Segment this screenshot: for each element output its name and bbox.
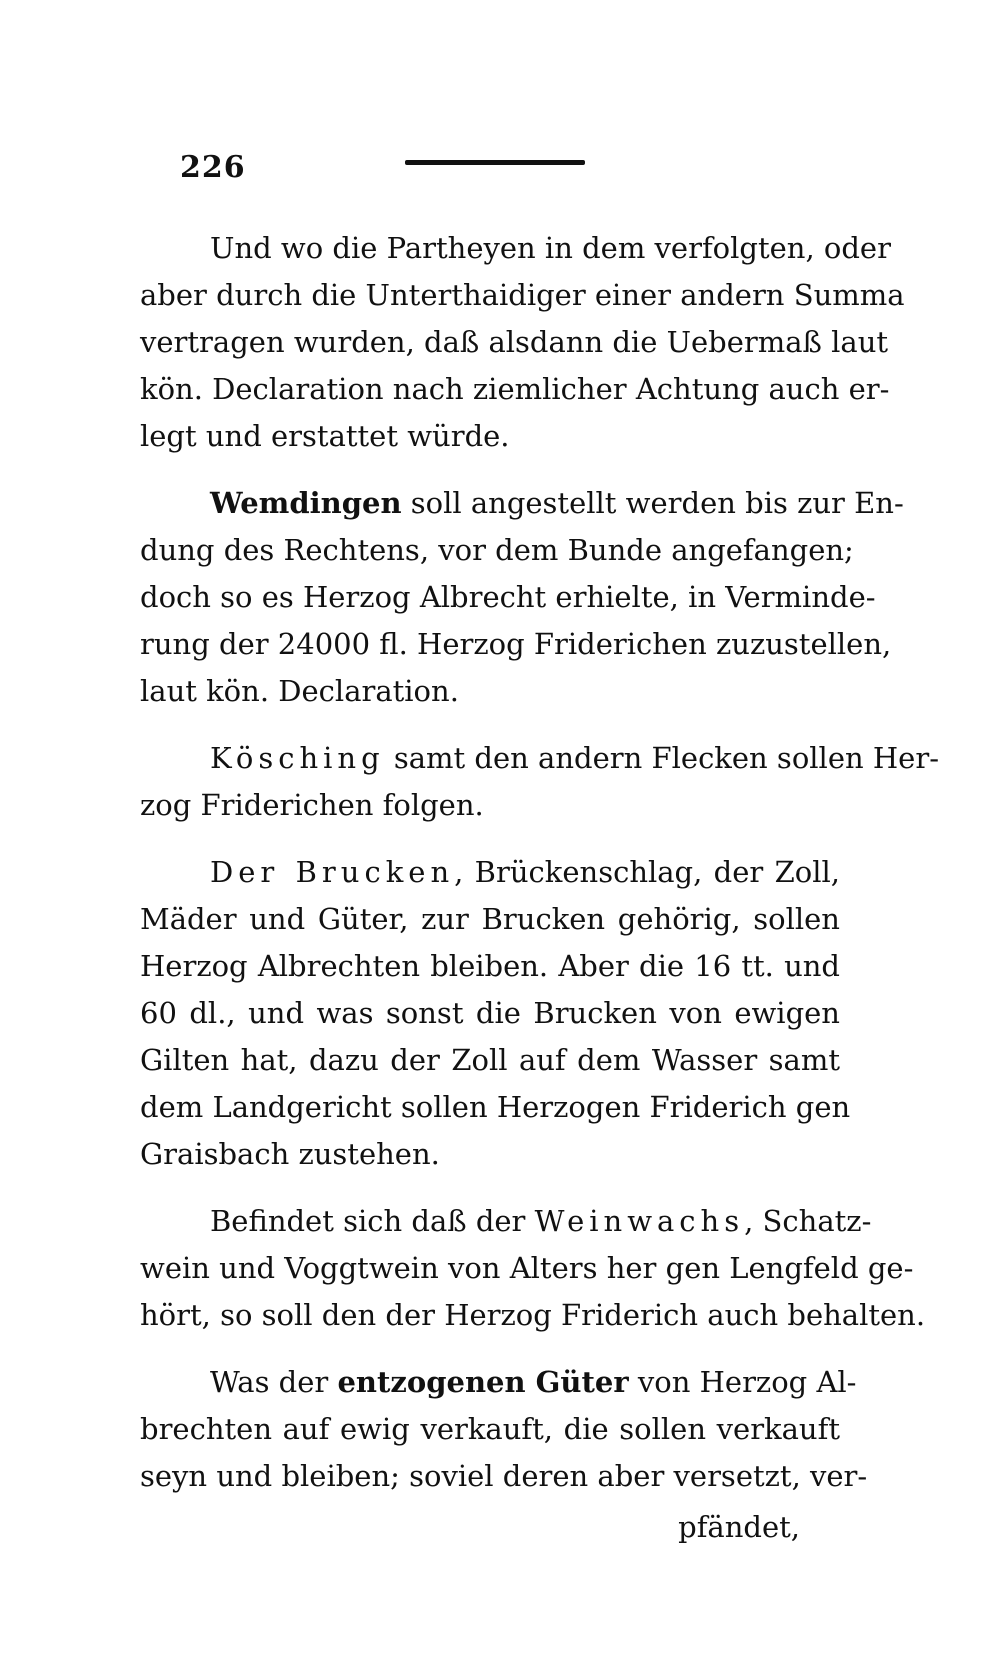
text-line: legt und erstattet würde. <box>140 419 510 453</box>
text-line: rung der 24000 fl. Herzog Friderichen zuzustellen, <box>140 627 892 661</box>
paragraph-5 <box>140 1198 926 1339</box>
paragraph-lead: Wemdingen <box>210 486 402 520</box>
text-line: Und wo die Partheyen in dem verfolgten, oder <box>210 231 891 265</box>
paragraph-lead: Weinwachs <box>534 1204 745 1238</box>
text-line: vertragen wurden, daß alsdann die Uebermaß laut <box>140 325 889 359</box>
paragraph-6 <box>140 1359 868 1500</box>
text-line <box>140 849 840 896</box>
text-line: dung des Rechtens, vor dem Bunde angefangen; <box>140 533 854 567</box>
text-run: Befindet sich daß der <box>210 1204 535 1238</box>
text-line <box>140 735 939 782</box>
text-line: zog Friderichen folgen. <box>140 788 484 822</box>
text-run: samt den andern Flecken sollen Her- <box>384 741 939 775</box>
text-line <box>140 480 904 527</box>
text-line: Graisbach zustehen. <box>140 1137 440 1171</box>
text-line: doch so es Herzog Albrecht erhielte, in Verminde- <box>140 580 876 614</box>
body-text <box>140 225 939 1551</box>
text-line: 60 dl., und was sonst die Brucken von ewigen <box>140 996 840 1030</box>
paragraph-1 <box>140 225 905 460</box>
text-line: Herzog Albrechten bleiben. Aber die 16 tt. und <box>140 949 840 983</box>
page-number: 226 <box>180 150 246 185</box>
text-line: aber durch die Unterthaidiger einer andern Summa <box>140 278 905 312</box>
header-rule <box>405 160 585 165</box>
paragraph-3 <box>140 735 939 829</box>
text-line: wein und Voggtwein von Alters her gen Lengfeld ge- <box>140 1251 914 1285</box>
text-line: Gilten hat, dazu der Zoll auf dem Wasser samt <box>140 1043 840 1077</box>
paragraph-lead: entzogenen Güter <box>337 1365 629 1399</box>
text-line: dem Landgericht sollen Herzogen Friderich gen <box>140 1090 851 1124</box>
text-line: laut kön. Declaration. <box>140 674 459 708</box>
text-line: kön. Declaration nach ziemlicher Achtung auch er- <box>140 372 890 406</box>
paragraph-2 <box>140 480 904 715</box>
text-run: Was der <box>210 1365 338 1399</box>
text-run: soll angestellt werden bis zur En- <box>401 486 904 520</box>
paragraph-lead: Kösching <box>210 741 385 775</box>
text-run: von Herzog Al- <box>628 1365 857 1399</box>
text-line: Mäder und Güter, zur Brucken gehörig, sollen <box>140 902 840 936</box>
text-run: , Brückenschlag, der Zoll, <box>454 855 840 889</box>
text-line: hört, so soll den der Herzog Friderich auch behalten. <box>140 1298 926 1332</box>
text-run: , Schatz- <box>744 1204 872 1238</box>
text-line <box>140 1359 857 1406</box>
text-line <box>140 1198 872 1245</box>
catchword: pfändet, <box>678 1510 800 1544</box>
text-line: seyn und bleiben; soviel deren aber versetzt, ver- <box>140 1459 868 1493</box>
paragraph-4 <box>140 849 851 1178</box>
text-line: brechten auf ewig verkauft, die sollen verkauft <box>140 1412 840 1446</box>
paragraph-lead: Der Brucken <box>210 855 455 889</box>
